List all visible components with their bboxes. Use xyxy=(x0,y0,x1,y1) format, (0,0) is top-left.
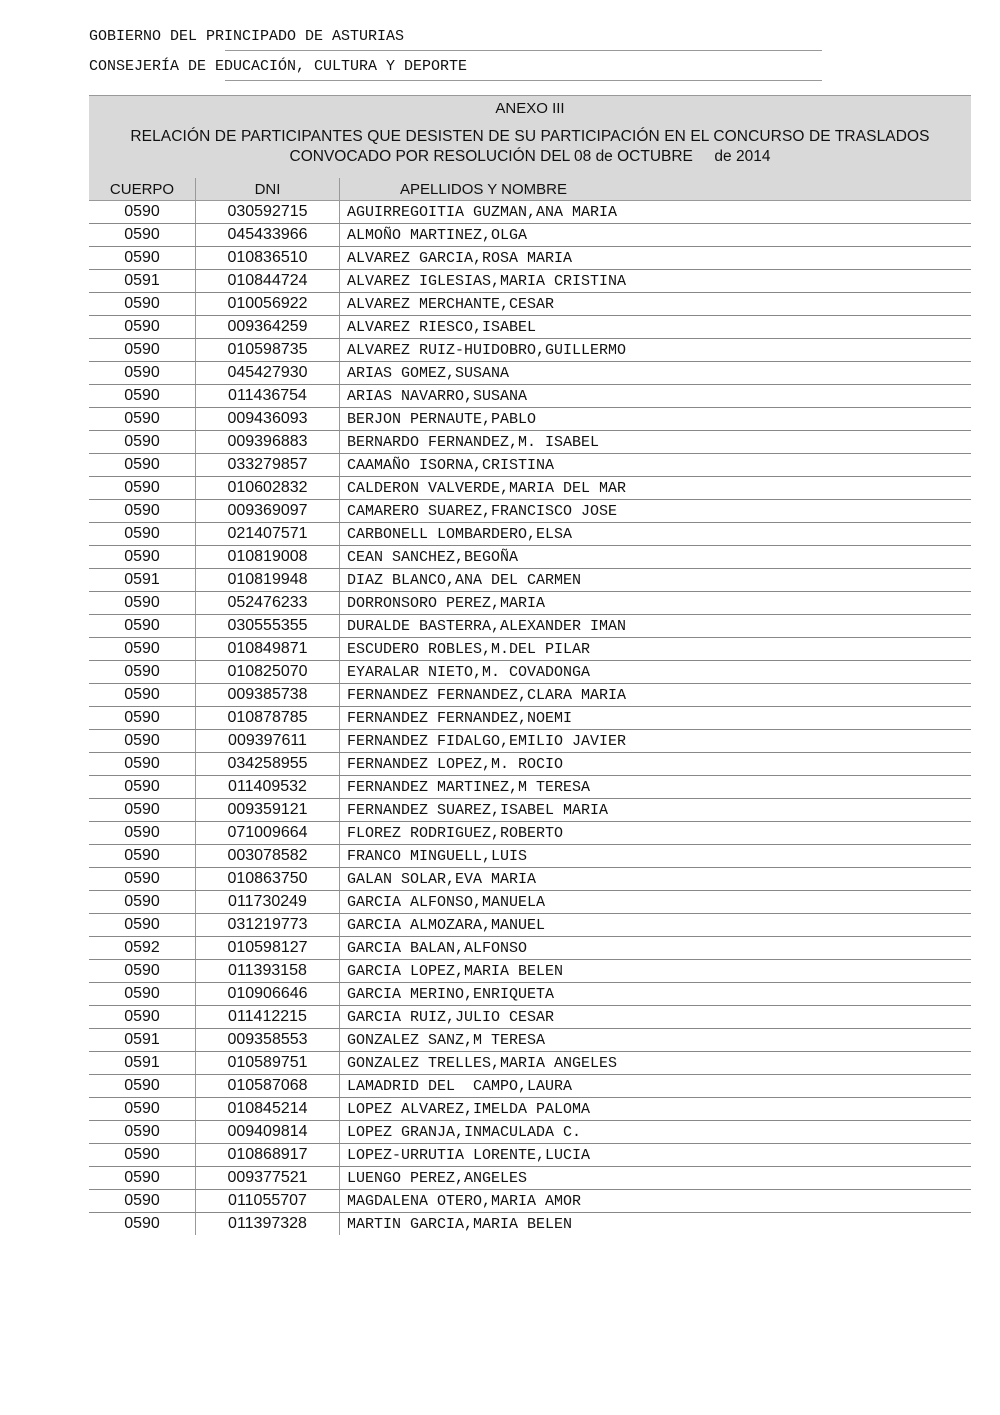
name-cell: DURALDE BASTERRA,ALEXANDER IMAN xyxy=(340,615,972,638)
dni-cell: 010844724 xyxy=(196,270,340,293)
table-row xyxy=(89,500,971,523)
cuerpo-cell: 0590 xyxy=(89,385,196,408)
dni-cell: 010598735 xyxy=(196,339,340,362)
name-cell: CALDERON VALVERDE,MARIA DEL MAR xyxy=(340,477,972,500)
dni-cell: 010587068 xyxy=(196,1075,340,1098)
table-row xyxy=(89,339,971,362)
dni-cell: 030555355 xyxy=(196,615,340,638)
name-cell: FERNANDEZ FIDALGO,EMILIO JAVIER xyxy=(340,730,972,753)
name-cell: ALVAREZ RUIZ-HUIDOBRO,GUILLERMO xyxy=(340,339,972,362)
table-row xyxy=(89,316,971,339)
cuerpo-cell: 0590 xyxy=(89,1190,196,1213)
title-line-2: CONVOCADO POR RESOLUCIÓN DEL 08 de OCTUBRE de 2014 xyxy=(289,148,771,165)
dni-cell: 010845214 xyxy=(196,1098,340,1121)
dni-cell: 010868917 xyxy=(196,1144,340,1167)
table-row xyxy=(89,247,971,270)
table-row xyxy=(89,477,971,500)
table-row xyxy=(89,1052,971,1075)
cuerpo-cell: 0590 xyxy=(89,914,196,937)
cuerpo-cell: 0591 xyxy=(89,1029,196,1052)
dni-cell: 009364259 xyxy=(196,316,340,339)
name-cell: EYARALAR NIETO,M. COVADONGA xyxy=(340,661,972,684)
cuerpo-cell: 0590 xyxy=(89,983,196,1006)
name-cell: GARCIA ALMOZARA,MANUEL xyxy=(340,914,972,937)
table-row xyxy=(89,707,971,730)
cuerpo-cell: 0590 xyxy=(89,753,196,776)
dni-cell: 010602832 xyxy=(196,477,340,500)
cuerpo-cell: 0590 xyxy=(89,523,196,546)
table-row xyxy=(89,868,971,891)
name-cell: LOPEZ GRANJA,INMACULADA C. xyxy=(340,1121,972,1144)
cuerpo-cell: 0590 xyxy=(89,1006,196,1029)
dni-cell: 009358553 xyxy=(196,1029,340,1052)
name-cell: ALVAREZ GARCIA,ROSA MARIA xyxy=(340,247,972,270)
dni-cell: 071009664 xyxy=(196,822,340,845)
cuerpo-cell: 0590 xyxy=(89,891,196,914)
dni-cell: 011412215 xyxy=(196,1006,340,1029)
table-row xyxy=(89,224,971,247)
name-cell: DORRONSORO PEREZ,MARIA xyxy=(340,592,972,615)
divider xyxy=(225,80,822,81)
dni-cell: 031219773 xyxy=(196,914,340,937)
name-cell: FERNANDEZ FERNANDEZ,NOEMI xyxy=(340,707,972,730)
table-row xyxy=(89,1006,971,1029)
table-row xyxy=(89,592,971,615)
dni-cell: 009385738 xyxy=(196,684,340,707)
name-cell: FERNANDEZ LOPEZ,M. ROCIO xyxy=(340,753,972,776)
table-row xyxy=(89,960,971,983)
name-cell: FRANCO MINGUELL,LUIS xyxy=(340,845,972,868)
cuerpo-cell: 0590 xyxy=(89,822,196,845)
dni-cell: 030592715 xyxy=(196,201,340,224)
dni-cell: 034258955 xyxy=(196,753,340,776)
cuerpo-cell: 0590 xyxy=(89,201,196,224)
cuerpo-cell: 0590 xyxy=(89,1075,196,1098)
dni-cell: 011393158 xyxy=(196,960,340,983)
government-name: GOBIERNO DEL PRINCIPADO DE ASTURIAS xyxy=(89,28,405,45)
table-row xyxy=(89,523,971,546)
cuerpo-cell: 0590 xyxy=(89,799,196,822)
cuerpo-cell: 0590 xyxy=(89,615,196,638)
dni-cell: 010863750 xyxy=(196,868,340,891)
table-row xyxy=(89,684,971,707)
name-cell: LUENGO PEREZ,ANGELES xyxy=(340,1167,972,1190)
cuerpo-cell: 0590 xyxy=(89,776,196,799)
column-header-dni: DNI xyxy=(196,178,340,201)
table-row xyxy=(89,454,971,477)
table-row xyxy=(89,1075,971,1098)
table-row xyxy=(89,638,971,661)
cuerpo-cell: 0590 xyxy=(89,684,196,707)
name-cell: ARIAS NAVARRO,SUSANA xyxy=(340,385,972,408)
table-row xyxy=(89,799,971,822)
name-cell: MAGDALENA OTERO,MARIA AMOR xyxy=(340,1190,972,1213)
cuerpo-cell: 0590 xyxy=(89,661,196,684)
table-row xyxy=(89,1029,971,1052)
dni-cell: 009409814 xyxy=(196,1121,340,1144)
dni-cell: 010819948 xyxy=(196,569,340,592)
dni-cell: 009369097 xyxy=(196,500,340,523)
table-row xyxy=(89,569,971,592)
cuerpo-cell: 0590 xyxy=(89,868,196,891)
dni-cell: 010589751 xyxy=(196,1052,340,1075)
dni-cell: 045427930 xyxy=(196,362,340,385)
dni-cell: 052476233 xyxy=(196,592,340,615)
cuerpo-cell: 0590 xyxy=(89,1213,196,1236)
dni-cell: 010825070 xyxy=(196,661,340,684)
dni-cell: 011397328 xyxy=(196,1213,340,1236)
cuerpo-cell: 0590 xyxy=(89,224,196,247)
cuerpo-cell: 0590 xyxy=(89,316,196,339)
table-row xyxy=(89,1190,971,1213)
cuerpo-cell: 0590 xyxy=(89,707,196,730)
name-cell: ARIAS GOMEZ,SUSANA xyxy=(340,362,972,385)
table-row xyxy=(89,1167,971,1190)
cuerpo-cell: 0590 xyxy=(89,546,196,569)
dni-cell: 010056922 xyxy=(196,293,340,316)
name-cell: FERNANDEZ SUAREZ,ISABEL MARIA xyxy=(340,799,972,822)
dni-cell: 010906646 xyxy=(196,983,340,1006)
annex-title-band xyxy=(89,95,971,179)
table-row xyxy=(89,408,971,431)
name-cell: GARCIA RUIZ,JULIO CESAR xyxy=(340,1006,972,1029)
cuerpo-cell: 0590 xyxy=(89,1167,196,1190)
name-cell: ALVAREZ MERCHANTE,CESAR xyxy=(340,293,972,316)
column-header-cuerpo: CUERPO xyxy=(89,178,196,201)
dni-cell: 009359121 xyxy=(196,799,340,822)
title-line-1: RELACIÓN DE PARTICIPANTES QUE DESISTEN DE SU PARTICIPACIÓN EN EL CONCURSO DE TRASLADOS xyxy=(130,128,930,145)
table-row xyxy=(89,201,971,224)
table-row xyxy=(89,615,971,638)
table-row xyxy=(89,270,971,293)
cuerpo-cell: 0591 xyxy=(89,1052,196,1075)
name-cell: CEAN SANCHEZ,BEGOÑA xyxy=(340,546,972,569)
name-cell: ESCUDERO ROBLES,M.DEL PILAR xyxy=(340,638,972,661)
cuerpo-cell: 0590 xyxy=(89,454,196,477)
name-cell: ALMOÑO MARTINEZ,OLGA xyxy=(340,224,972,247)
cuerpo-cell: 0591 xyxy=(89,569,196,592)
dni-cell: 010598127 xyxy=(196,937,340,960)
dni-cell: 033279857 xyxy=(196,454,340,477)
dni-cell: 011730249 xyxy=(196,891,340,914)
table-row xyxy=(89,845,971,868)
name-cell: FERNANDEZ MARTINEZ,M TERESA xyxy=(340,776,972,799)
name-cell: LAMADRID DEL CAMPO,LAURA xyxy=(340,1075,972,1098)
table-row xyxy=(89,362,971,385)
name-cell: FLOREZ RODRIGUEZ,ROBERTO xyxy=(340,822,972,845)
table-row xyxy=(89,1121,971,1144)
name-cell: BERNARDO FERNANDEZ,M. ISABEL xyxy=(340,431,972,454)
table-row xyxy=(89,776,971,799)
divider xyxy=(225,50,822,51)
table-row xyxy=(89,822,971,845)
name-cell: GONZALEZ TRELLES,MARIA ANGELES xyxy=(340,1052,972,1075)
cuerpo-cell: 0592 xyxy=(89,937,196,960)
dni-cell: 010849871 xyxy=(196,638,340,661)
name-cell: CAMARERO SUAREZ,FRANCISCO JOSE xyxy=(340,500,972,523)
table-row xyxy=(89,983,971,1006)
table-row xyxy=(89,937,971,960)
dni-cell: 009436093 xyxy=(196,408,340,431)
name-cell: GARCIA BALAN,ALFONSO xyxy=(340,937,972,960)
table-row xyxy=(89,293,971,316)
dni-cell: 010878785 xyxy=(196,707,340,730)
cuerpo-cell: 0590 xyxy=(89,730,196,753)
name-cell: CAAMAÑO ISORNA,CRISTINA xyxy=(340,454,972,477)
table-row xyxy=(89,1098,971,1121)
name-cell: GONZALEZ SANZ,M TERESA xyxy=(340,1029,972,1052)
cuerpo-cell: 0590 xyxy=(89,500,196,523)
dni-cell: 011436754 xyxy=(196,385,340,408)
dni-cell: 010836510 xyxy=(196,247,340,270)
table-row xyxy=(89,914,971,937)
table-row xyxy=(89,753,971,776)
cuerpo-cell: 0590 xyxy=(89,293,196,316)
dni-cell: 009397611 xyxy=(196,730,340,753)
name-cell: LOPEZ ALVAREZ,IMELDA PALOMA xyxy=(340,1098,972,1121)
cuerpo-cell: 0590 xyxy=(89,339,196,362)
table-row xyxy=(89,661,971,684)
annex-label: ANEXO III xyxy=(495,100,565,117)
dni-cell: 021407571 xyxy=(196,523,340,546)
dni-cell: 003078582 xyxy=(196,845,340,868)
name-cell: ALVAREZ IGLESIAS,MARIA CRISTINA xyxy=(340,270,972,293)
dni-cell: 010819008 xyxy=(196,546,340,569)
cuerpo-cell: 0590 xyxy=(89,960,196,983)
name-cell: GARCIA LOPEZ,MARIA BELEN xyxy=(340,960,972,983)
cuerpo-cell: 0590 xyxy=(89,638,196,661)
department-name: CONSEJERÍA DE EDUCACIÓN, CULTURA Y DEPORTE xyxy=(89,58,468,75)
dni-cell: 009377521 xyxy=(196,1167,340,1190)
cuerpo-cell: 0590 xyxy=(89,408,196,431)
name-cell: LOPEZ-URRUTIA LORENTE,LUCIA xyxy=(340,1144,972,1167)
cuerpo-cell: 0590 xyxy=(89,477,196,500)
cuerpo-cell: 0590 xyxy=(89,592,196,615)
participants-table xyxy=(89,178,971,1235)
name-cell: BERJON PERNAUTE,PABLO xyxy=(340,408,972,431)
dni-cell: 011409532 xyxy=(196,776,340,799)
cuerpo-cell: 0590 xyxy=(89,1098,196,1121)
name-cell: GARCIA MERINO,ENRIQUETA xyxy=(340,983,972,1006)
name-cell: GARCIA ALFONSO,MANUELA xyxy=(340,891,972,914)
cuerpo-cell: 0590 xyxy=(89,247,196,270)
table-row xyxy=(89,730,971,753)
dni-cell: 045433966 xyxy=(196,224,340,247)
column-header-name: APELLIDOS Y NOMBRE xyxy=(340,178,972,201)
table-row xyxy=(89,1144,971,1167)
dni-cell: 009396883 xyxy=(196,431,340,454)
table-row xyxy=(89,891,971,914)
dni-cell: 011055707 xyxy=(196,1190,340,1213)
cuerpo-cell: 0590 xyxy=(89,1121,196,1144)
cuerpo-cell: 0590 xyxy=(89,845,196,868)
table-row xyxy=(89,1213,971,1236)
cuerpo-cell: 0590 xyxy=(89,362,196,385)
table-row xyxy=(89,385,971,408)
name-cell: AGUIRREGOITIA GUZMAN,ANA MARIA xyxy=(340,201,972,224)
cuerpo-cell: 0591 xyxy=(89,270,196,293)
table-row xyxy=(89,546,971,569)
cuerpo-cell: 0590 xyxy=(89,1144,196,1167)
name-cell: FERNANDEZ FERNANDEZ,CLARA MARIA xyxy=(340,684,972,707)
table-header-row xyxy=(89,178,971,201)
name-cell: CARBONELL LOMBARDERO,ELSA xyxy=(340,523,972,546)
table-row xyxy=(89,431,971,454)
name-cell: DIAZ BLANCO,ANA DEL CARMEN xyxy=(340,569,972,592)
name-cell: GALAN SOLAR,EVA MARIA xyxy=(340,868,972,891)
name-cell: MARTIN GARCIA,MARIA BELEN xyxy=(347,1215,573,1233)
name-cell: ALVAREZ RIESCO,ISABEL xyxy=(340,316,972,339)
cuerpo-cell: 0590 xyxy=(89,431,196,454)
